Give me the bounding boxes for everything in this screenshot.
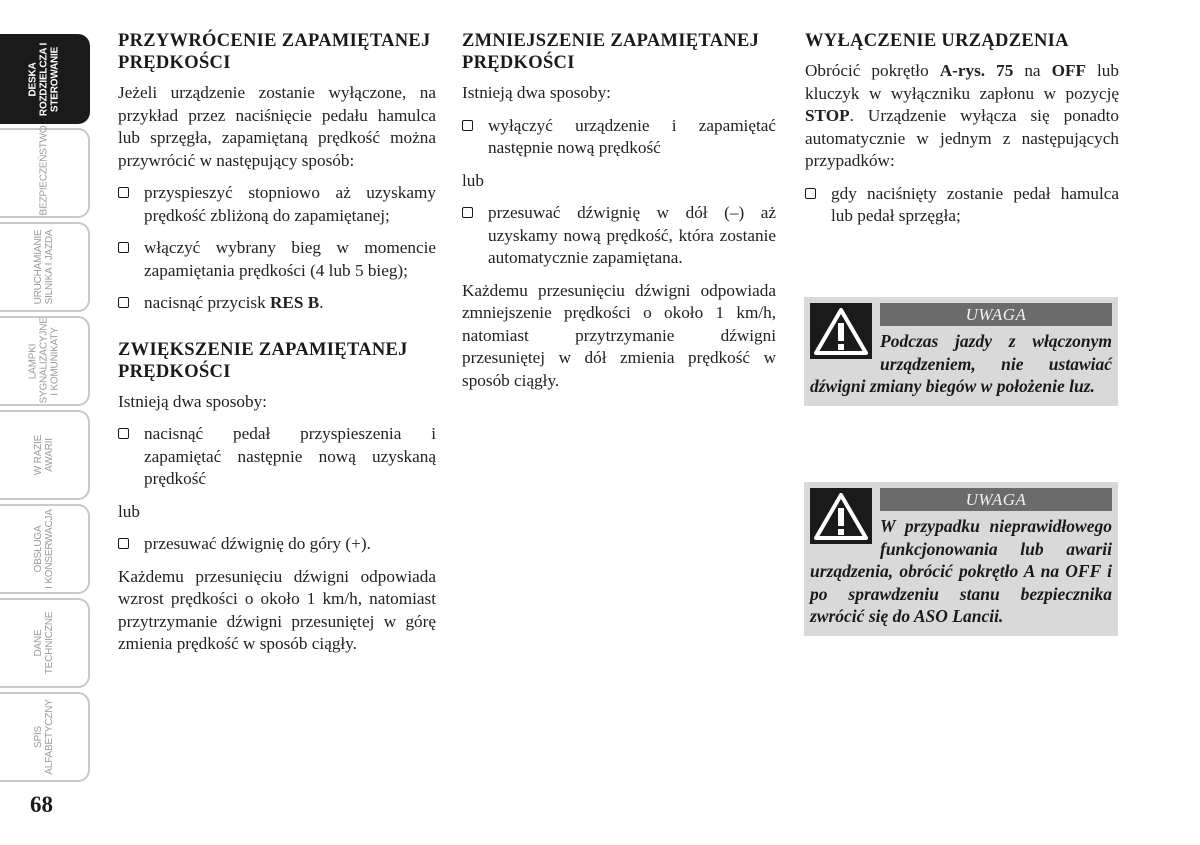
tab-label: BEZPIECZEŃSTWO <box>38 125 50 215</box>
list-item <box>462 115 776 160</box>
tab-spis[interactable] <box>0 692 90 782</box>
list-item-text: przyspieszyć stopniowo aż uzyskamy prędkość zbliżoną do zapamiętanej; <box>144 183 436 225</box>
section-heading: PRZYWRÓCENIE ZAPAMIĘTANEJ PRĘDKOŚCI <box>118 31 431 73</box>
tab-deska-rozdzielcza[interactable] <box>0 34 90 124</box>
tab-label: SPIS ALFABETYCZNY <box>33 699 55 775</box>
tab-label: W RAZIE AWARII <box>33 434 55 476</box>
checkbox-icon <box>462 120 473 131</box>
paragraph: lub <box>118 501 140 521</box>
section-heading: ZWIĘKSZENIE ZAPAMIĘTANEJ PRĘDKOŚCI <box>118 339 408 382</box>
tab-lampki[interactable] <box>0 316 90 406</box>
warning-title: UWAGA <box>880 488 1112 511</box>
checkbox-icon <box>805 188 816 199</box>
list-item <box>462 202 776 270</box>
list-item-text: włączyć wybrany bieg w momencie zapamiętania prędkości (4 lub 5 bieg); <box>144 238 436 280</box>
list-item <box>118 423 436 491</box>
tab-label: URUCHAMIANIE SILNIKA I JAZDA <box>33 229 55 305</box>
list-item-text: nacisnąć przycisk <box>144 293 270 312</box>
button-name: RES B <box>270 293 320 312</box>
checkbox-icon <box>118 538 129 549</box>
list-item <box>118 292 436 315</box>
paragraph: Istnieją dwa sposoby: <box>118 391 267 411</box>
checkbox-icon <box>462 207 473 218</box>
list-item-text: wyłączyć urządzenie i zapamiętać następnie nową prędkość <box>488 115 776 157</box>
tab-uruchamianie[interactable] <box>0 222 90 312</box>
warning-title: UWAGA <box>880 303 1112 326</box>
tab-label: LAMPKI SYGNALIZACYJNE I KOMUNIKATY <box>27 316 61 403</box>
list-item-text: gdy naciśnięty zostanie pedał hamulca lub pedał sprzęgła; <box>831 183 1119 225</box>
paragraph: lub <box>462 170 484 190</box>
column-2 <box>462 30 776 402</box>
paragraph: Jeżeli urządzenie zostanie wyłączone, na przykład przez naciśnięcie pedału hamulca lub sprzęgła, zapamiętaną prędkość można przywrócić w następujący sposób: <box>118 83 436 170</box>
tab-dane-techniczne[interactable] <box>0 598 90 688</box>
page-number: 68 <box>30 792 53 817</box>
tab-label: OBSŁUGA I KONSERWACJA <box>33 509 55 589</box>
checkbox-icon <box>118 242 129 253</box>
warning-box <box>804 297 1118 406</box>
paragraph: Każdemu przesunięciu dźwigni odpowiada wzrost prędkości o około 1 km/h, natomiast przytrzymanie dźwigni przesuniętej w górę zmienia prędkość w sposób ciągły. <box>118 566 436 653</box>
column-1 <box>118 30 436 666</box>
section-heading: ZMNIEJSZENIE ZAPAMIĘTANEJ PRĘDKOŚCI <box>462 31 760 73</box>
list-item <box>118 237 436 282</box>
paragraph: Obrócić pokrętło A-rys. 75 na OFF lub kluczyk w wyłączniku zapłonu w pozycję STOP. Urządzenie wyłącza się ponadto automatycznie w jednym z następujących przypadków: <box>805 61 1119 170</box>
tab-w-razie-awarii[interactable] <box>0 410 90 500</box>
list-item <box>118 533 436 556</box>
tab-obsluga[interactable] <box>0 504 90 594</box>
paragraph: Istnieją dwa sposoby: <box>462 83 611 102</box>
warning-triangle-icon <box>810 303 872 359</box>
section-heading: WYŁĄCZENIE URZĄDZENIA <box>805 31 1069 51</box>
warning-box <box>804 482 1118 636</box>
list-item <box>805 183 1119 228</box>
tab-bezpieczenstwo[interactable] <box>0 125 90 218</box>
list-item-text: przesuwać dźwignię w dół (–) aż uzyskamy nową prędkość, która zostanie automatycznie zapamiętana. <box>488 203 776 267</box>
warning-text: Podczas jazdy z włączonym urządzeniem, nie ustawiać dźwigni zmiany biegów w położenie luz. <box>810 331 1112 396</box>
list-item-text: przesuwać dźwignię do góry (+). <box>144 534 371 553</box>
checkbox-icon <box>118 297 129 308</box>
list-item-text: nacisnąć pedał przyspieszenia i zapamiętać następnie nową uzyskaną prędkość <box>144 424 436 488</box>
warning-triangle-icon <box>810 488 872 544</box>
checkbox-icon <box>118 187 129 198</box>
list-item-text: . <box>319 293 324 312</box>
warning-text: W przypadku nieprawidłowego funkcjonowania lub awarii urządzenia, obrócić pokrętło A na OFF i po sprawdzeniu stanu bezpiecznika zwrócić się do ASO Lancii. <box>810 516 1112 626</box>
paragraph: Każdemu przesunięciu dźwigni odpowiada zmniejszenie prędkości o około 1 km/h, natomiast przytrzymanie dźwigni przesuniętej w dół zmienia prędkość w sposób ciągły. <box>462 280 776 390</box>
checkbox-icon <box>118 428 129 439</box>
tab-label: DESKA ROZDZIELCZA I STEROWANIE <box>27 42 61 116</box>
tab-label: DANE TECHNICZNE <box>33 611 55 675</box>
column-3 <box>805 30 1119 238</box>
list-item <box>118 182 436 227</box>
